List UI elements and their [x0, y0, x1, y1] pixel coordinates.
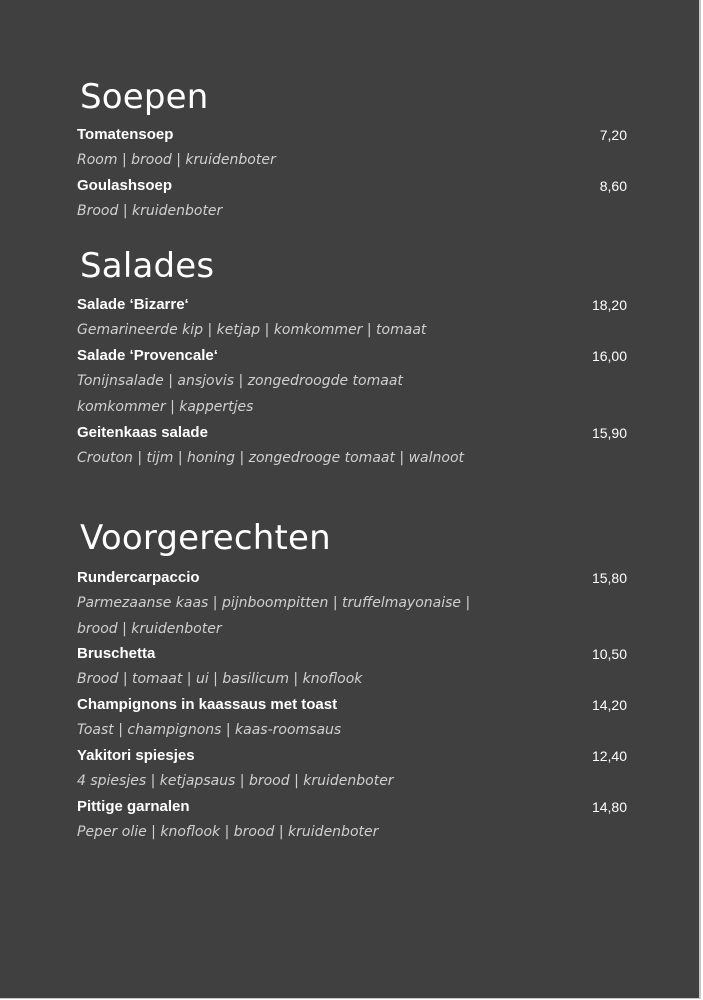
menu-item [77, 641, 627, 693]
menu-item [77, 420, 627, 472]
item-name: Salade ‘Bizarre‘ [77, 296, 189, 313]
item-name: Goulashsoep [77, 177, 173, 194]
menu-item [77, 743, 627, 795]
item-description: 4 spiesjes | ketjapsaus | brood | kruidenboter [77, 773, 394, 789]
item-name: Champignons in kaassaus met toast [77, 696, 338, 713]
item-price: 16,00 [591, 348, 627, 364]
item-price: 14,80 [591, 799, 627, 815]
menu-item [77, 343, 627, 420]
item-name: Rundercarpaccio [77, 569, 200, 586]
item-description: Brood | kruidenboter [77, 203, 223, 219]
menu-item [77, 565, 627, 642]
section-title-salades: Salades [80, 246, 215, 286]
menu-item [77, 794, 627, 846]
item-description: komkommer | kappertjes [77, 398, 254, 415]
item-price: 15,80 [591, 570, 627, 586]
item-description: Peper olie | knoflook | brood | kruidenboter [77, 824, 379, 840]
menu-item [77, 173, 627, 225]
menu-item [77, 122, 627, 174]
item-price: 7,20 [599, 127, 627, 143]
item-price: 14,20 [591, 697, 627, 713]
section-title-soepen: Soepen [80, 77, 209, 117]
item-description: Gemarineerde kip | ketjap | komkommer | tomaat [77, 322, 427, 338]
item-price: 12,40 [591, 748, 627, 764]
item-description: Brood | tomaat | ui | basilicum | knoflook [77, 671, 363, 687]
menu-item [77, 292, 627, 344]
item-description: Crouton | tijm | honing | zongedrooge tomaat | walnoot [77, 450, 464, 466]
item-description: brood | kruidenboter [77, 620, 222, 637]
menu-item [77, 692, 627, 744]
item-price: 15,90 [591, 425, 627, 441]
item-name: Tomatensoep [77, 126, 174, 143]
item-name: Geitenkaas salade [77, 424, 208, 441]
item-price: 10,50 [591, 646, 627, 662]
item-name: Pittige garnalen [77, 798, 190, 815]
item-description: Toast | champignons | kaas-roomsaus [77, 722, 342, 738]
item-name: Salade ‘Provencale‘ [77, 347, 218, 364]
item-description: Parmezaanse kaas | pijnboompitten | truffelmayonaise | [77, 595, 471, 611]
item-description: Room | brood | kruidenboter [77, 152, 276, 168]
section-title-voorgerechten: Voorgerechten [80, 518, 331, 558]
item-price: 8,60 [599, 178, 627, 194]
item-price: 18,20 [591, 297, 627, 313]
item-description: Tonijnsalade | ansjovis | zongedroogde tomaat [77, 373, 403, 389]
item-name: Bruschetta [77, 645, 156, 662]
item-name: Yakitori spiesjes [77, 747, 195, 764]
